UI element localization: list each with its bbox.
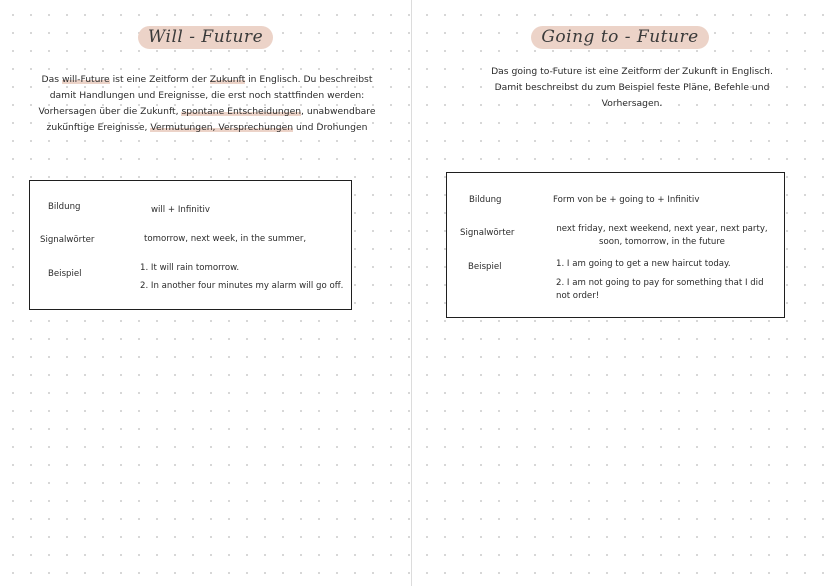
intro-text-part: und Drohungen <box>293 122 368 133</box>
intro-text-part: , unabwendbare zukünftige Ereignisse, <box>46 106 376 133</box>
signalwoerter-label: Signalwörter <box>460 228 515 238</box>
intro-text-part: in Englisch. Du beschreibst damit Handlungen und Ereignisse, die erst noch stattfinden werden: Vorhersagen über die Zukunft, <box>38 74 373 117</box>
example-2: 2. I am not going to pay for something that I did not order! <box>556 278 764 301</box>
intro-text-part: Das <box>41 74 62 85</box>
intro-highlight: will-Future <box>61 74 110 85</box>
example-1: 1. It will rain tomorrow. <box>140 263 240 273</box>
bildung-label: Bildung <box>469 195 502 205</box>
beispiel-label: Beispiel <box>468 262 502 272</box>
bildung-value: Form von be + going to + Infinitiv <box>553 195 700 205</box>
left-title-wrap <box>0 26 411 49</box>
beispiel-label: Beispiel <box>48 269 82 279</box>
intro-text-part: ist eine Zeitform der <box>109 74 210 85</box>
bildung-label: Bildung <box>48 202 81 212</box>
intro-highlight: spontane Entscheidungen <box>181 106 302 117</box>
left-intro-text <box>36 72 378 136</box>
signalwoerter-value: next friday, next weekend, next year, next party, soon, tomorrow, in the future <box>556 224 768 247</box>
example-2: 2. In another four minutes my alarm will go off. <box>140 281 344 291</box>
left-page-title: Will - Future <box>138 26 273 49</box>
intro-highlight: Zukunft <box>209 74 246 85</box>
signalwoerter-value: tomorrow, next week, in the summer, <box>144 234 307 244</box>
left-page <box>0 0 411 586</box>
right-intro-text: Das going to-Future ist eine Zeitform der Zukunft in Englisch. Damit beschreibst du zum Beispiel feste Pläne, Befehle und Vorhersagen. <box>491 66 773 109</box>
signalwoerter-label: Signalwörter <box>40 235 95 245</box>
example-1: 1. I am going to get a new haircut today. <box>556 259 731 269</box>
right-page <box>412 0 828 586</box>
bildung-value: will + Infinitiv <box>151 205 210 215</box>
right-page-title: Going to - Future <box>531 26 708 49</box>
left-info-card <box>29 180 352 310</box>
right-title-wrap <box>412 26 828 49</box>
right-info-card <box>446 172 785 318</box>
intro-highlight: Vermutungen, Versprechungen <box>150 122 294 133</box>
